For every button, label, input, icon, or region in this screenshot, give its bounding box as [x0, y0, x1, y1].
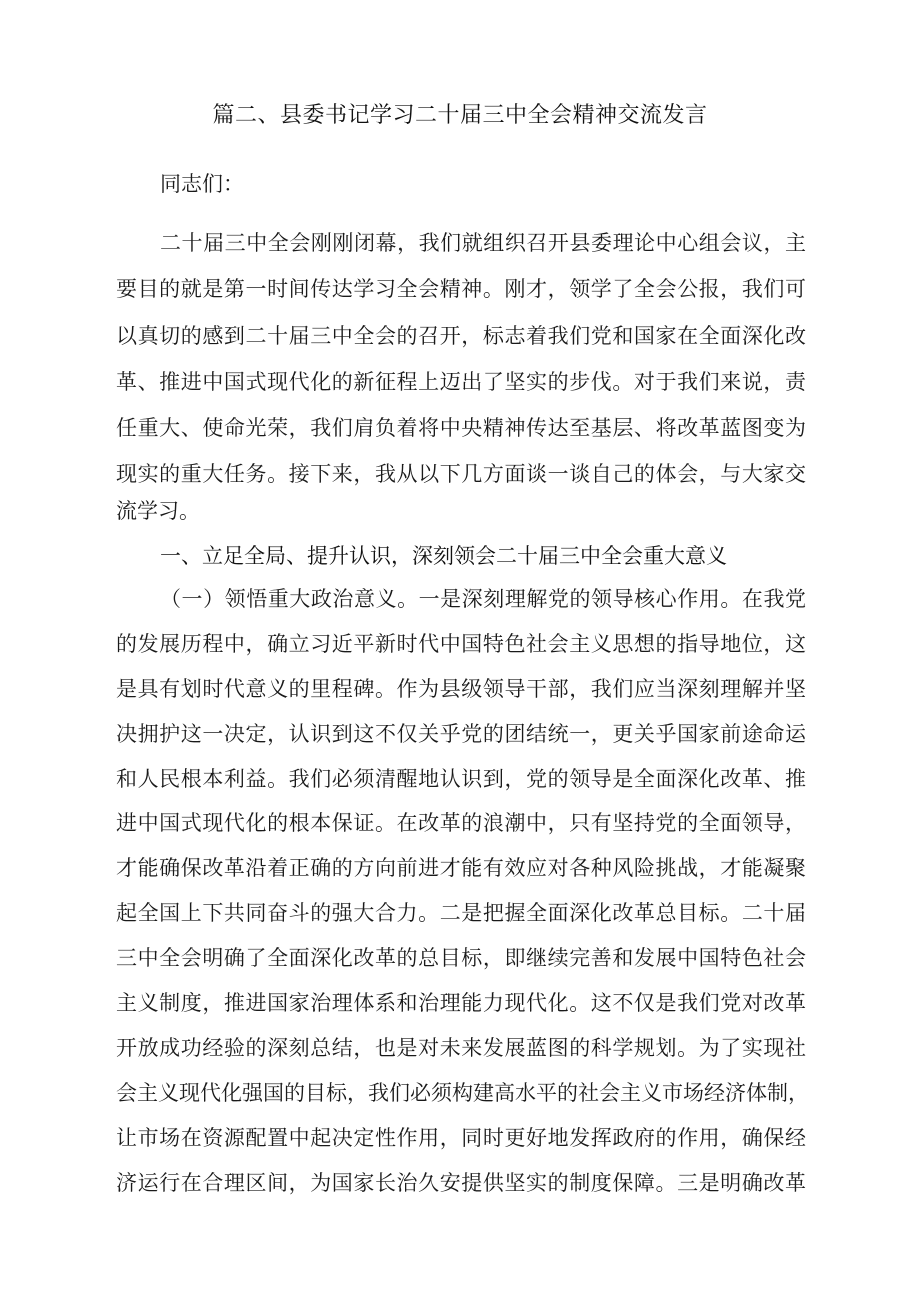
- paragraph-line: 是具有划时代意义的里程碑。作为县级领导干部，我们应当深刻理解并坚: [116, 677, 806, 701]
- salutation: 同志们：: [160, 172, 244, 196]
- paragraph-line: 主义制度，推进国家治理体系和治理能力现代化。这不仅是我们党对改革: [116, 991, 806, 1015]
- paragraph-line: 决拥护这一决定，认识到这不仅关乎党的团结统一，更关乎国家前途命运: [116, 722, 806, 746]
- paragraph-line: 起全国上下共同奋斗的强大合力。二是把握全面深化改革总目标。二十届: [116, 901, 806, 925]
- paragraph-line: 和人民根本利益。我们必须清醒地认识到，党的领导是全面深化改革、推: [116, 767, 806, 791]
- paragraph-line: 会主义现代化强国的目标，我们必须构建高水平的社会主义市场经济体制，: [116, 1081, 809, 1105]
- paragraph-line: 流学习。: [116, 499, 200, 523]
- paragraph-line: 济运行在合理区间，为国家长治久安提供坚实的制度保障。三是明确改革: [116, 1171, 806, 1195]
- paragraph-line: 现实的重大任务。接下来，我从以下几方面谈一谈自己的体会，与大家交: [116, 462, 806, 486]
- paragraph-line: 开放成功经验的深刻总结，也是对未来发展蓝图的科学规划。为了实现社: [116, 1036, 806, 1060]
- paragraph-line: 要目的就是第一时间传达学习全会精神。刚才，领学了全会公报，我们可: [116, 277, 806, 301]
- paragraph-line: 三中全会明确了全面深化改革的总目标，即继续完善和发展中国特色社会: [116, 946, 806, 970]
- section-heading: 一、立足全局、提升认识，深刻领会二十届三中全会重大意义: [160, 544, 727, 568]
- paragraph-line: 进中国式现代化的根本保证。在改革的浪潮中，只有坚持党的全面领导，: [116, 811, 806, 835]
- paragraph-line: 才能确保改革沿着正确的方向前进才能有效应对各种风险挑战，才能凝聚: [116, 856, 806, 880]
- paragraph-line: 的发展历程中，确立习近平新时代中国特色社会主义思想的指导地位，这: [116, 632, 806, 656]
- paragraph-line: 任重大、使命光荣，我们肩负着将中央精神传达至基层、将改革蓝图变为: [116, 416, 806, 440]
- paragraph-line: 以真切的感到二十届三中全会的召开，标志着我们党和国家在全面深化改: [116, 324, 806, 348]
- paragraph-line: 让市场在资源配置中起决定性作用，同时更好地发挥政府的作用，确保经: [116, 1126, 806, 1150]
- paragraph-line: 二十届三中全会刚刚闭幕，我们就组织召开县委理论中心组会议，主: [160, 231, 806, 255]
- paragraph-line: （一）领悟重大政治意义。一是深刻理解党的领导核心作用。在我党: [160, 587, 806, 611]
- paragraph-line: 革、推进中国式现代化的新征程上迈出了坚实的步伐。对于我们来说，责: [116, 370, 806, 394]
- document-title: 篇二、县委书记学习二十届三中全会精神交流发言: [212, 103, 708, 128]
